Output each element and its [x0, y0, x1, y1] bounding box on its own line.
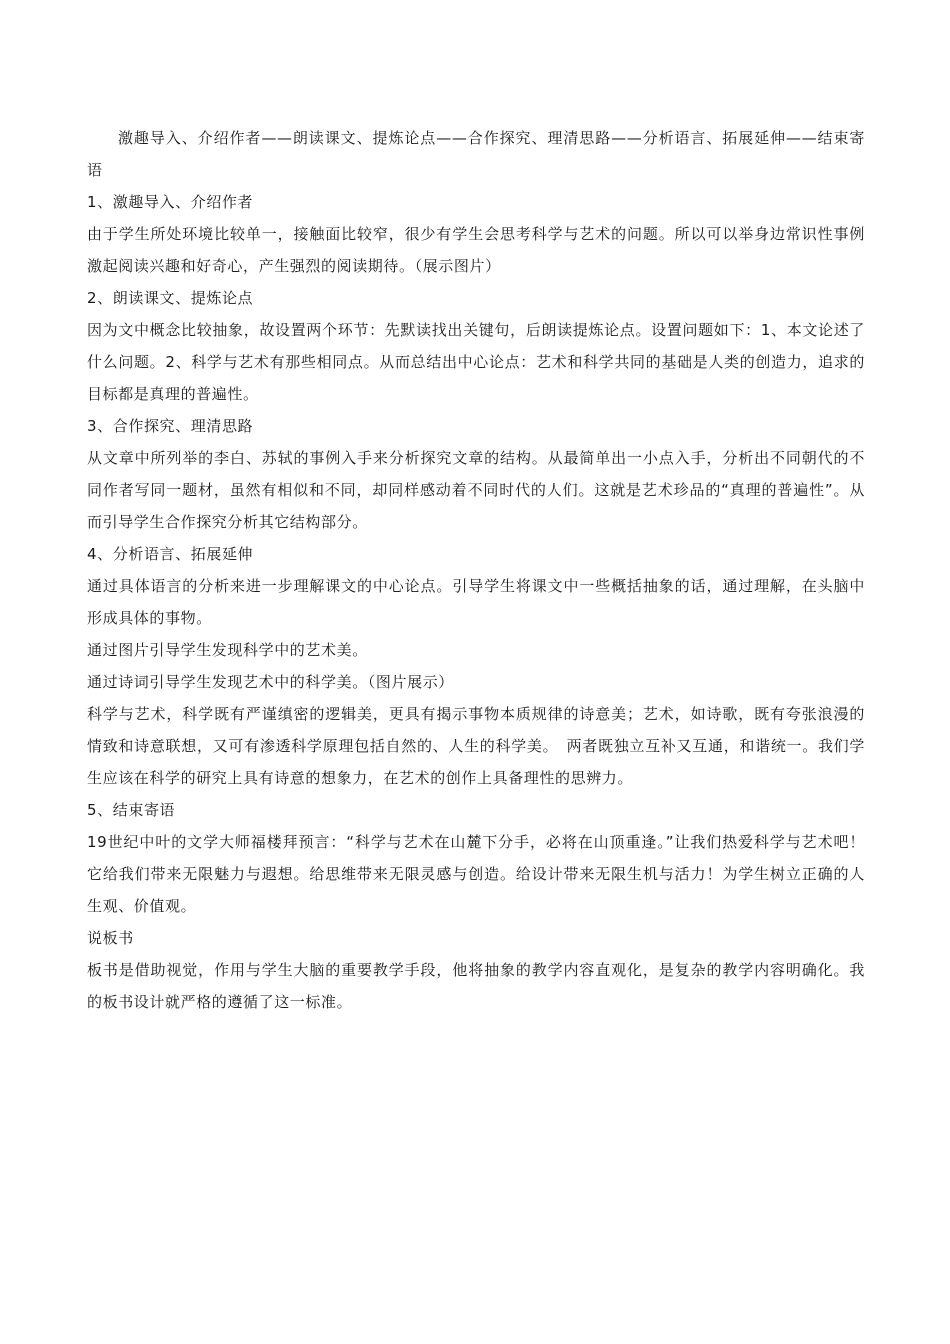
section-board-paragraph: 板书是借助视觉，作用与学生大脑的重要教学手段，他将抽象的教学内容直观化，是复杂的教学内容明确化。我的板书设计就严格的遵循了这一标准。: [87, 961, 865, 1011]
document-body: [87, 122, 865, 1018]
section-4-paragraph-4: 科学与艺术，科学既有严谨缜密的逻辑美，更具有揭示事物本质规律的诗意美；艺术，如诗歌，既有夸张浪漫的情致和诗意联想，又可有渗透科学原理包括自然的、人生的科学美。 两者既独立互补又互通，和谐统一。我们学生应该在科学的研究上具有诗意的想象力，在艺术的创作上具备理性的思辨力。: [87, 705, 865, 787]
section-4-paragraph-3: 通过诗词引导学生发现艺术中的科学美。（图片展示）: [87, 673, 454, 691]
section-heading-5: 5、结束寄语: [87, 801, 176, 819]
section-1-paragraph: 由于学生所处环境比较单一，接触面比较窄，很少有学生会思考科学与艺术的问题。所以可以举身边常识性事例激起阅读兴趣和好奇心，产生强烈的阅读期待。（展示图片）: [87, 225, 865, 275]
section-3-paragraph: 从文章中所列举的李白、苏轼的事例入手来分析探究文章的结构。从最简单出一小点入手，分析出不同朝代的不同作者写同一题材，虽然有相似和不同，却同样感动着不同时代的人们。这就是艺术珍品的“真理的普遍性”。从而引导学生合作探究分析其它结构部分。: [87, 449, 865, 531]
section-5-paragraph: 19世纪中叶的文学大师福楼拜预言：“科学与艺术在山麓下分手，必将在山顶重逢。”让我们热爱科学与艺术吧！它给我们带来无限魅力与遐想。给思维带来无限灵感与创造。给设计带来无限生机与活力！为学生树立正确的人生观、价值观。: [87, 833, 865, 915]
section-2-paragraph: 因为文中概念比较抽象，故设置两个环节：先默读找出关键句，后朗读提炼论点。设置问题如下：1、本文论述了什么问题。2、科学与艺术有那些相同点。从而总结出中心论点：艺术和科学共同的基础是人类的创造力，追求的目标都是真理的普遍性。: [87, 321, 865, 403]
intro-flow-paragraph: 激趣导入、介绍作者——朗读课文、提炼论点——合作探究、理清思路——分析语言、拓展延伸——结束寄语: [87, 129, 865, 179]
section-heading-4: 4、分析语言、拓展延伸: [87, 545, 254, 563]
section-heading-1: 1、激趣导入、介绍作者: [87, 193, 254, 211]
section-heading-2: 2、朗读课文、提炼论点: [87, 289, 254, 307]
section-4-paragraph-2: 通过图片引导学生发现科学中的艺术美。: [87, 641, 368, 659]
section-heading-board: 说板书: [87, 929, 134, 947]
section-4-paragraph-1: 通过具体语言的分析来进一步理解课文的中心论点。引导学生将课文中一些概括抽象的话，通过理解，在头脑中形成具体的事物。: [87, 577, 865, 627]
section-heading-3: 3、合作探究、理清思路: [87, 417, 254, 435]
